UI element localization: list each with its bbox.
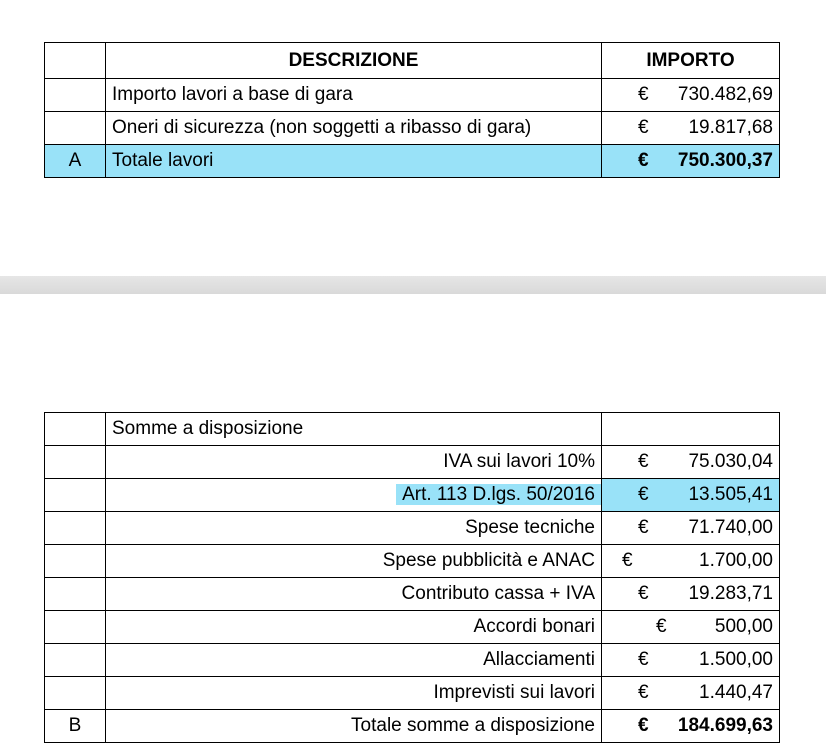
currency-symbol: €: [656, 616, 667, 637]
row-amount-cell[interactable]: [602, 79, 780, 112]
page-separator: [0, 276, 826, 294]
row-label: [45, 79, 106, 112]
document-page-1: [0, 0, 826, 276]
document-page-2: [0, 294, 826, 738]
row-label: [45, 413, 106, 446]
table-row: [45, 611, 780, 644]
row-amount-cell[interactable]: [602, 644, 780, 677]
table-row: [45, 677, 780, 710]
row-description[interactable]: Oneri di sicurezza (non soggetti a ribasso di gara): [106, 112, 602, 145]
table-row: [45, 578, 780, 611]
row-amount-cell[interactable]: [602, 479, 780, 512]
table-row: [45, 479, 780, 512]
row-amount: 500,00: [714, 616, 773, 637]
header-importo: IMPORTO: [602, 43, 780, 79]
row-amount-cell[interactable]: [602, 611, 780, 644]
row-description[interactable]: IVA sui lavori 10%: [106, 446, 602, 479]
row-description[interactable]: Imprevisti sui lavori: [106, 677, 602, 710]
currency-symbol: €: [622, 550, 633, 571]
lavori-table: [44, 42, 780, 178]
currency-symbol: €: [638, 649, 649, 670]
row-amount: 1.440,47: [699, 682, 773, 703]
row-amount-cell[interactable]: [602, 578, 780, 611]
row-description[interactable]: Totale lavori: [106, 145, 602, 178]
row-amount-cell[interactable]: [602, 145, 780, 178]
row-amount-cell[interactable]: [602, 512, 780, 545]
row-label: [45, 446, 106, 479]
row-label: B: [45, 710, 106, 743]
row-amount-cell[interactable]: [602, 677, 780, 710]
row-amount-cell[interactable]: [602, 413, 780, 446]
row-label: [45, 578, 106, 611]
somme-table: [44, 412, 780, 743]
table-row: [45, 112, 780, 145]
row-amount: 71.740,00: [688, 517, 773, 538]
row-label: A: [45, 145, 106, 178]
table-header-row: [45, 43, 780, 79]
row-amount: 730.482,69: [677, 84, 773, 105]
row-label: [45, 677, 106, 710]
row-label: [45, 112, 106, 145]
row-amount: 19.817,68: [688, 117, 773, 138]
row-amount: 13.505,41: [688, 484, 773, 505]
table-row: [45, 644, 780, 677]
row-label: [45, 611, 106, 644]
currency-symbol: €: [638, 715, 649, 736]
totale-lavori-row: [45, 145, 780, 178]
row-amount-cell[interactable]: [602, 112, 780, 145]
row-amount-cell[interactable]: [602, 545, 780, 578]
row-description[interactable]: Contributo cassa + IVA: [106, 578, 602, 611]
currency-symbol: €: [638, 451, 649, 472]
table-row: [45, 512, 780, 545]
row-amount: 184.699,63: [677, 715, 773, 736]
table-row: [45, 79, 780, 112]
row-description[interactable]: Accordi bonari: [106, 611, 602, 644]
currency-symbol: €: [638, 484, 649, 505]
currency-symbol: €: [638, 517, 649, 538]
row-label: [45, 512, 106, 545]
row-description[interactable]: Totale somme a disposizione: [106, 710, 602, 743]
row-label: [45, 479, 106, 512]
currency-symbol: €: [638, 84, 649, 105]
header-label-cell: [45, 43, 106, 79]
row-amount: 1.700,00: [699, 550, 773, 571]
somme-title[interactable]: Somme a disposizione: [106, 413, 602, 446]
row-amount: 1.500,00: [699, 649, 773, 670]
table-row: [45, 446, 780, 479]
row-amount: 19.283,71: [688, 583, 773, 604]
row-label: [45, 644, 106, 677]
row-description[interactable]: Spese pubblicità e ANAC: [106, 545, 602, 578]
currency-symbol: €: [638, 150, 649, 171]
currency-symbol: €: [638, 682, 649, 703]
row-description[interactable]: Spese tecniche: [106, 512, 602, 545]
header-descrizione: DESCRIZIONE: [106, 43, 602, 79]
row-amount: 750.300,37: [677, 150, 773, 171]
row-amount-cell[interactable]: [602, 446, 780, 479]
row-description[interactable]: Allacciamenti: [106, 644, 602, 677]
row-label: [45, 545, 106, 578]
table-row: [45, 545, 780, 578]
currency-symbol: €: [638, 117, 649, 138]
row-amount: 75.030,04: [688, 451, 773, 472]
currency-symbol: €: [638, 583, 649, 604]
row-description-highlighted[interactable]: [106, 479, 602, 512]
table-title-row: [45, 413, 780, 446]
highlighted-text: Art. 113 D.lgs. 50/2016: [396, 484, 601, 505]
row-description[interactable]: Importo lavori a base di gara: [106, 79, 602, 112]
